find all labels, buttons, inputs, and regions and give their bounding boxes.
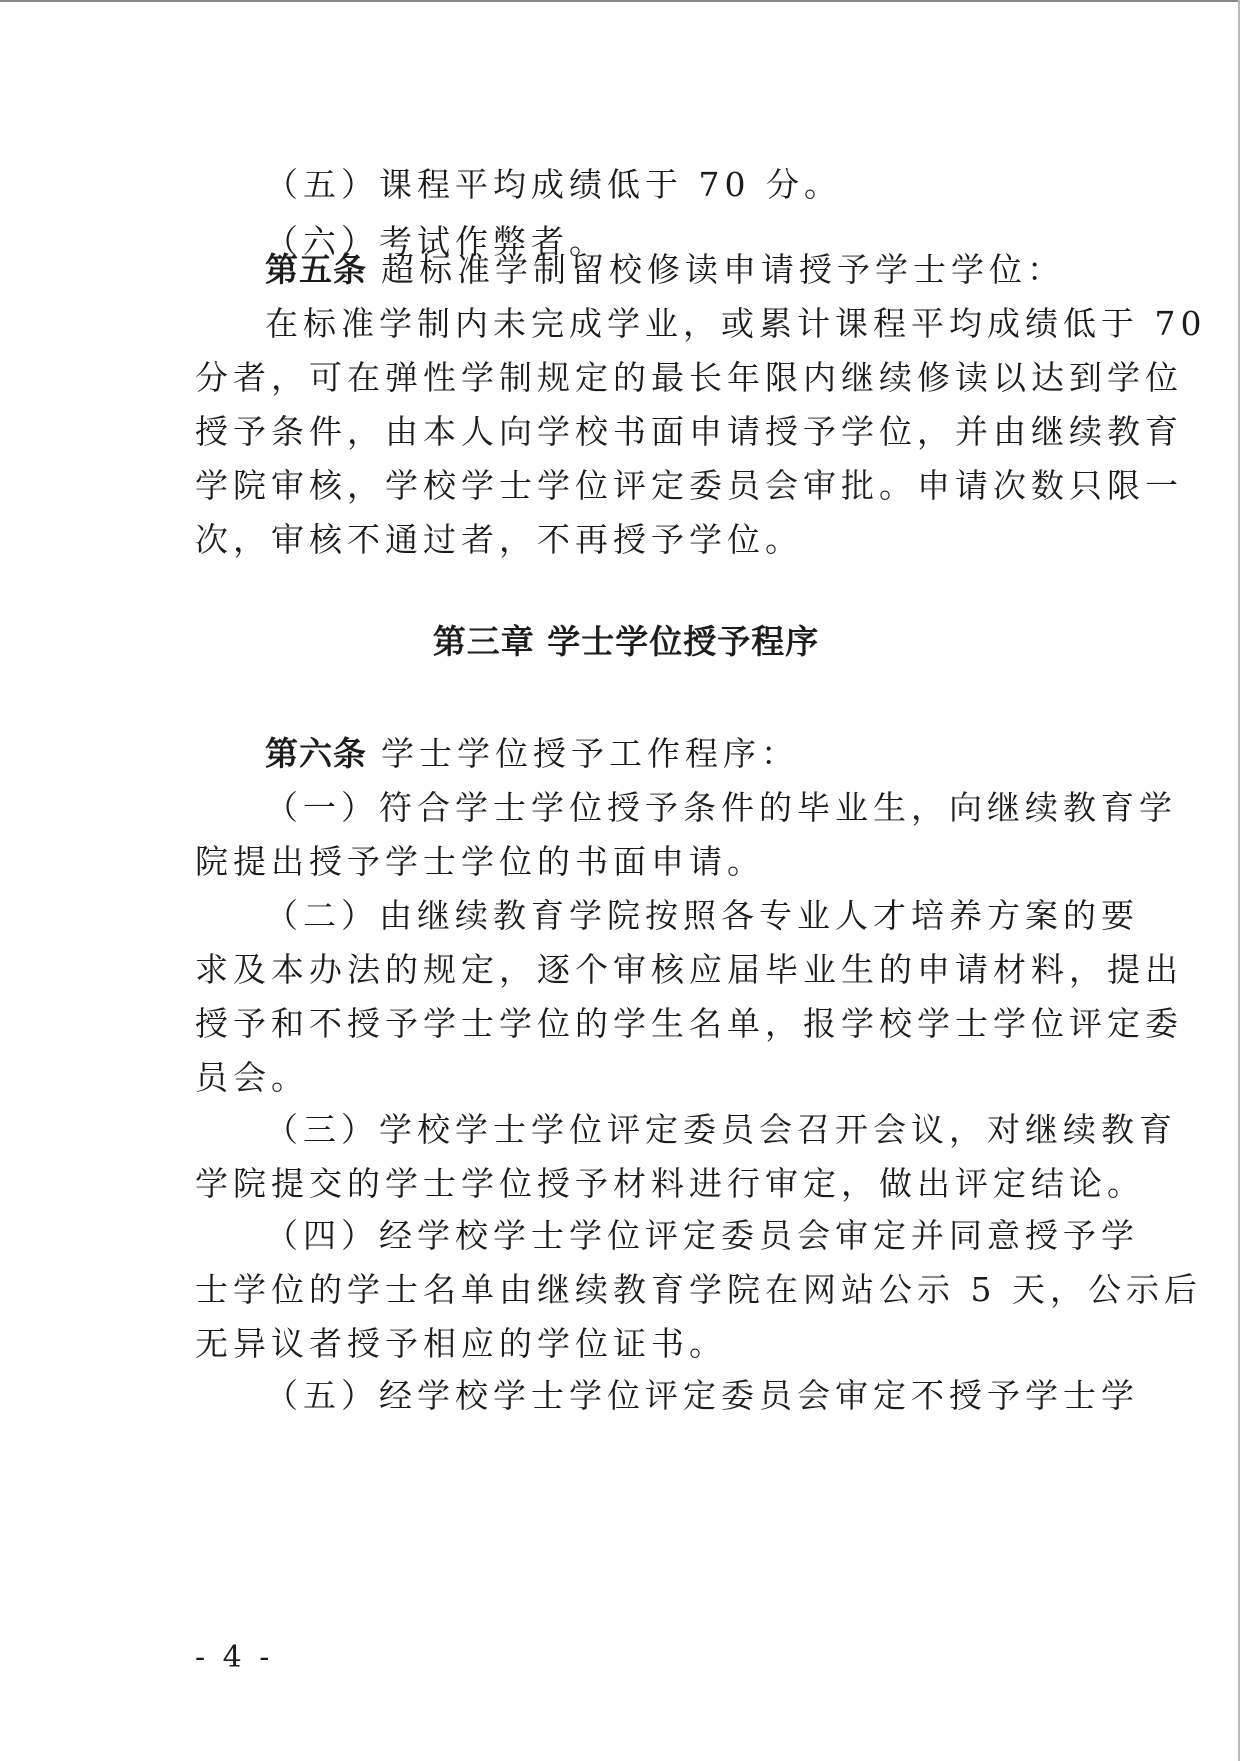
article-5 [195,248,1065,292]
article-5-text-line: 学院审核，学校学士学位评定委员会审批。申请次数只限一 [195,466,1183,505]
page-number: - 4 - [195,1640,274,1675]
procedure-2-line: 授予和不授予学士学位的学生名单，报学校学士学位评定委 [195,1004,1183,1043]
procedure-5-line: （五）经学校学士学位评定委员会审定不授予学士学 [265,1376,1139,1415]
procedure-3-line: 学院提交的学士学位授予材料进行审定，做出评定结论。 [195,1164,1145,1203]
procedure-2-line: （二）由继续教育学院按照各专业人才培养方案的要 [265,896,1139,935]
procedure-4-line: 无异议者授予相应的学位证书。 [195,1324,727,1363]
scan-edge-top [0,0,1240,2]
procedure-1-line: （一）符合学士学位授予条件的毕业生，向继续教育学 [265,788,1177,827]
article-6-heading: 第六条 [265,734,367,773]
article-5-text-line: 分者，可在弹性学制规定的最长年限内继续修读以达到学位 [195,358,1183,397]
procedure-3-line: （三）学校学士学位评定委员会召开会议，对继续教育 [265,1110,1177,1149]
procedure-2-line: 员会。 [195,1058,309,1097]
procedure-2-line: 求及本办法的规定，逐个审核应届毕业生的申请材料，提出 [195,950,1183,989]
article-5-title: 超标准学制留校修读申请授予学士学位： [381,250,1065,289]
item-5-low-grade: （五）课程平均成绩低于 70 分。 [265,165,842,204]
article-5-text-line: 次，审核不通过者，不再授予学位。 [195,520,803,559]
article-5-heading: 第五条 [265,250,367,289]
article-5-text-line: 在标准学制内未完成学业，或累计课程平均成绩低于 70 [265,304,1207,343]
item-6-cheating: （六）考试作弊者。 [265,222,607,261]
article-6 [195,732,1057,776]
article-6-title: 学士学位授予工作程序： [381,734,799,773]
procedure-1-line: 院提出授予学士学位的书面申请。 [195,842,765,881]
procedure-4-line: 士学位的学士名单由继续教育学院在网站公示 5 天，公示后 [195,1270,1202,1309]
chapter-3-title: 第三章 学士学位授予程序 [432,622,820,661]
procedure-4-line: （四）经学校学士学位评定委员会审定并同意授予学 [265,1216,1139,1255]
article-5-text-line: 授予条件，由本人向学校书面申请授予学位，并由继续教育 [195,412,1183,451]
